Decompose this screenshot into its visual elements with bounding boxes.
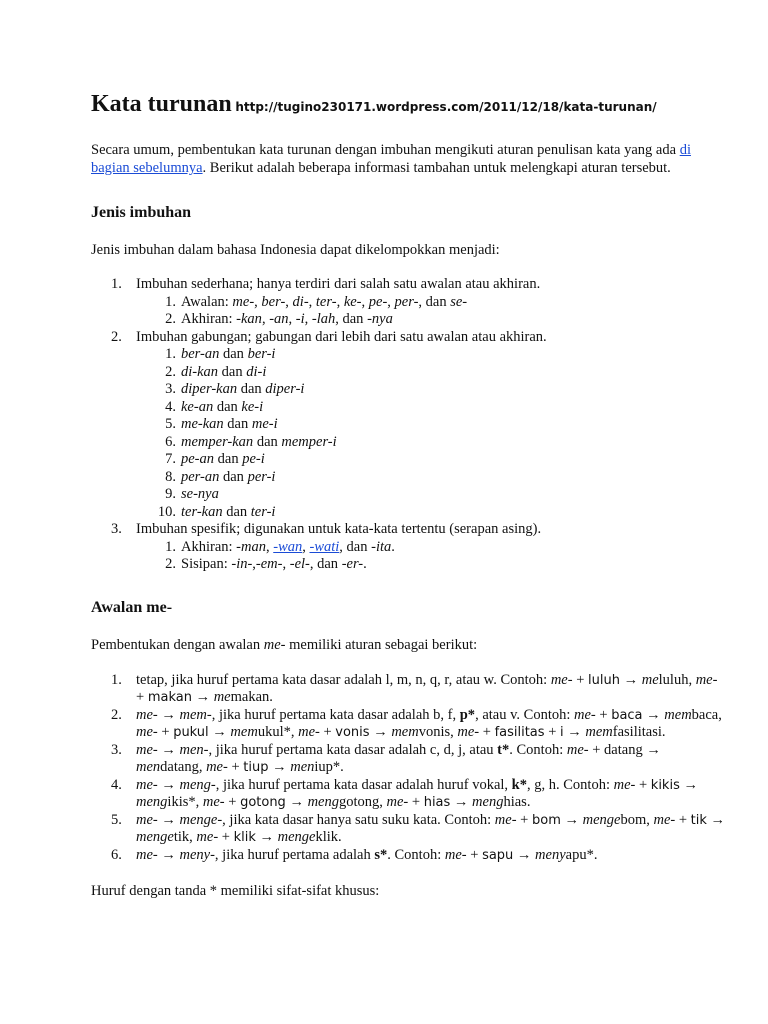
item-text: Imbuhan sederhana; hanya terdiri dari salah satu awalan atau akhiran. <box>136 276 541 292</box>
affix: pe-an <box>181 451 215 467</box>
item-number: 2. <box>111 706 122 723</box>
awalan-heading: Awalan me- <box>91 598 173 616</box>
item-number: 2. <box>165 311 176 327</box>
affix: se- <box>450 293 468 310</box>
intro-text-1: Secara umum, pembentukan kata turunan dengan imbuhan mengikuti aturan penulisan kata yang ada <box>91 142 680 158</box>
affix: ter-i <box>250 503 276 520</box>
item-number: 1. <box>165 293 176 310</box>
item-number: 9. <box>165 486 176 502</box>
list-item <box>136 399 728 417</box>
affix: -nya <box>367 311 393 327</box>
affix: ter- <box>315 293 337 310</box>
connector: dan <box>214 451 243 467</box>
affix: memper-kan <box>181 433 254 450</box>
connector: dan <box>223 416 252 432</box>
item-number: 2. <box>165 556 176 572</box>
item-number: 1. <box>111 671 122 688</box>
connector: dan <box>218 363 247 380</box>
list-item: 3. me- → men-, jika huruf pertama kata dasar adalah c, d, j, atau t*. Contoh: me- + datang → mendatang, me- + tiup → meniup*. <box>111 741 661 775</box>
item-number: 5. <box>111 811 122 828</box>
item-number: 3. <box>111 521 122 537</box>
list-item <box>91 521 728 574</box>
affix: -an <box>269 311 289 327</box>
punct: . <box>363 556 367 572</box>
affix: ter-kan <box>181 503 223 520</box>
affix: ber-i <box>247 346 276 362</box>
item-number: 2. <box>111 328 122 345</box>
item-number: 7. <box>165 451 176 467</box>
connector: , dan <box>309 556 342 572</box>
item-number: 6. <box>165 433 176 450</box>
awalan-rules-list <box>91 672 728 865</box>
affix: ke- <box>343 293 362 310</box>
list-item: 4. me- → meng-, jika huruf pertama kata dasar adalah huruf vokal, k*, g, h. Contoh: me- + kikis → mengikis*, me- + gotong → menggotong, me- + hias → menghias. <box>111 776 698 810</box>
item-number: 1. <box>165 538 176 555</box>
special-letters-note: Huruf dengan tanda * memiliki sifat-sifat khusus: <box>91 883 380 899</box>
item-number: 3. <box>111 741 122 758</box>
punct: . <box>391 538 395 555</box>
list-item: 1. Awalan: me-, ber-, di-, ter-, ke-, pe-, per-, dan se- <box>136 294 728 312</box>
affix: di- <box>292 293 309 310</box>
affix: -wati <box>309 538 340 555</box>
affix: me-kan <box>181 416 224 432</box>
item-label: Sisipan: <box>181 556 232 572</box>
item-text: Imbuhan spesifik; digunakan untuk kata-kata tertentu (serapan asing). <box>136 521 542 537</box>
connector: dan <box>237 381 266 397</box>
affix: -kan <box>236 311 262 327</box>
wati-link[interactable] <box>309 539 339 555</box>
affix: -wan <box>273 538 303 555</box>
list-item <box>136 346 728 364</box>
affix: ber-an <box>181 346 220 362</box>
item-number: 4. <box>165 398 176 415</box>
item-number: 10. <box>157 503 176 520</box>
list-item: 2. me- → mem-, jika huruf pertama kata dasar adalah b, f, p*, atau v. Contoh: me- + baca → membaca, me- + pukul → memukul*, me- + vonis → memvonis, me- + fasilitas + i → memfasilitasi. <box>111 706 722 740</box>
jenis-list <box>91 276 728 574</box>
list-item <box>136 381 728 399</box>
list-item <box>91 329 728 522</box>
affix: ber- <box>261 293 286 310</box>
previous-section-link[interactable]: di bagian sebelumnya <box>91 142 691 176</box>
list-item <box>136 469 728 487</box>
list-item <box>136 434 728 452</box>
affix: ke-an <box>181 398 214 415</box>
affix: -ita <box>371 538 392 555</box>
item-number: 3. <box>165 381 176 397</box>
affix: diper-kan <box>181 381 238 397</box>
awalan-intro <box>91 636 728 654</box>
item-label: Awalan: <box>181 293 233 310</box>
list-item <box>136 364 728 382</box>
affix: di-i <box>246 363 267 380</box>
list-item: 2. Sisipan: -in-,-em-, -el-, dan -er-. <box>136 556 728 574</box>
sub-list <box>136 346 728 521</box>
page-title: Kata turunan <box>91 91 232 117</box>
list-item <box>136 486 728 504</box>
affix: me- <box>232 293 255 310</box>
list-item: 1. Akhiran: -man, -wan, -wati, dan -ita. <box>136 539 728 557</box>
affix: pe-i <box>242 451 265 467</box>
intro-text: memiliki aturan sebagai berikut: <box>285 636 478 653</box>
intro-text: Pembentukan dengan awalan <box>91 636 264 653</box>
affix: per- <box>394 293 419 310</box>
item-number: 1. <box>111 276 122 292</box>
connector: dan <box>222 503 251 520</box>
source-url: http://tugino230171.wordpress.com/2011/12/18/kata-turunan/ <box>235 100 657 114</box>
intro-paragraph <box>91 141 728 177</box>
affix: diper-i <box>265 381 305 397</box>
connector: , dan <box>339 538 372 555</box>
list-item: 5. me- → menge-, jika kata dasar hanya satu suku kata. Contoh: me- + bom → mengebom, me- + tik → mengetik, me- + klik → mengeklik. <box>111 811 726 845</box>
item-number: 1. <box>165 346 176 362</box>
sub-list <box>136 539 728 574</box>
list-item <box>136 504 728 522</box>
affix: pe- <box>368 293 388 310</box>
list-item <box>136 451 728 469</box>
item-label: Akhiran: <box>181 538 237 555</box>
item-text: Imbuhan gabungan; gabungan dari lebih dari satu awalan atau akhiran. <box>136 328 547 345</box>
item-number: 8. <box>165 468 176 485</box>
list-item: 2. Akhiran: -kan, -an, -i, -lah, dan -nya <box>136 311 728 329</box>
affix: per-i <box>247 468 276 485</box>
connector: , dan <box>335 311 368 327</box>
affix: -el- <box>289 556 310 572</box>
item-number: 6. <box>111 846 122 863</box>
intro-text-2: . Berikut adalah beberapa informasi tambahan untuk melengkapi aturan tersebut. <box>202 160 671 176</box>
jenis-intro: Jenis imbuhan dalam bahasa Indonesia dapat dikelompokkan menjadi: <box>91 242 500 258</box>
connector: dan <box>253 433 282 450</box>
list-item: 1. tetap, jika huruf pertama kata dasar adalah l, m, n, q, r, atau w. Contoh: me- + luluh → meluluh, me- + makan → memakan. <box>111 671 718 705</box>
list-item <box>91 276 728 329</box>
jenis-heading: Jenis imbuhan <box>91 204 192 221</box>
affix: -i <box>295 311 305 327</box>
connector: dan <box>219 468 248 485</box>
affix: se-nya <box>181 486 219 502</box>
connector: , dan <box>418 293 451 310</box>
sub-list <box>136 294 728 329</box>
list-item: 6. me- → meny-, jika huruf pertama adalah s*. Contoh: me- + sapu → menyapu*. <box>111 846 598 863</box>
connector: dan <box>213 398 242 415</box>
affix: -er- <box>341 556 364 572</box>
affix: per-an <box>181 468 220 485</box>
wan-link[interactable] <box>273 539 302 555</box>
item-number: 4. <box>111 776 122 793</box>
affix: -in- <box>231 556 253 572</box>
connector: dan <box>219 346 248 362</box>
affix: ke-i <box>241 398 264 415</box>
affix: me- <box>263 636 286 653</box>
affix: di-kan <box>181 363 219 380</box>
item-number: 5. <box>165 416 176 432</box>
list-item <box>136 416 728 434</box>
item-label: Akhiran: <box>181 311 237 327</box>
affix: memper-i <box>281 433 337 450</box>
affix: -em- <box>255 556 283 572</box>
affix: me-i <box>251 416 278 432</box>
item-number: 2. <box>165 363 176 380</box>
affix: -lah <box>311 311 336 327</box>
title-row <box>91 90 728 121</box>
affix: -man <box>236 538 266 555</box>
